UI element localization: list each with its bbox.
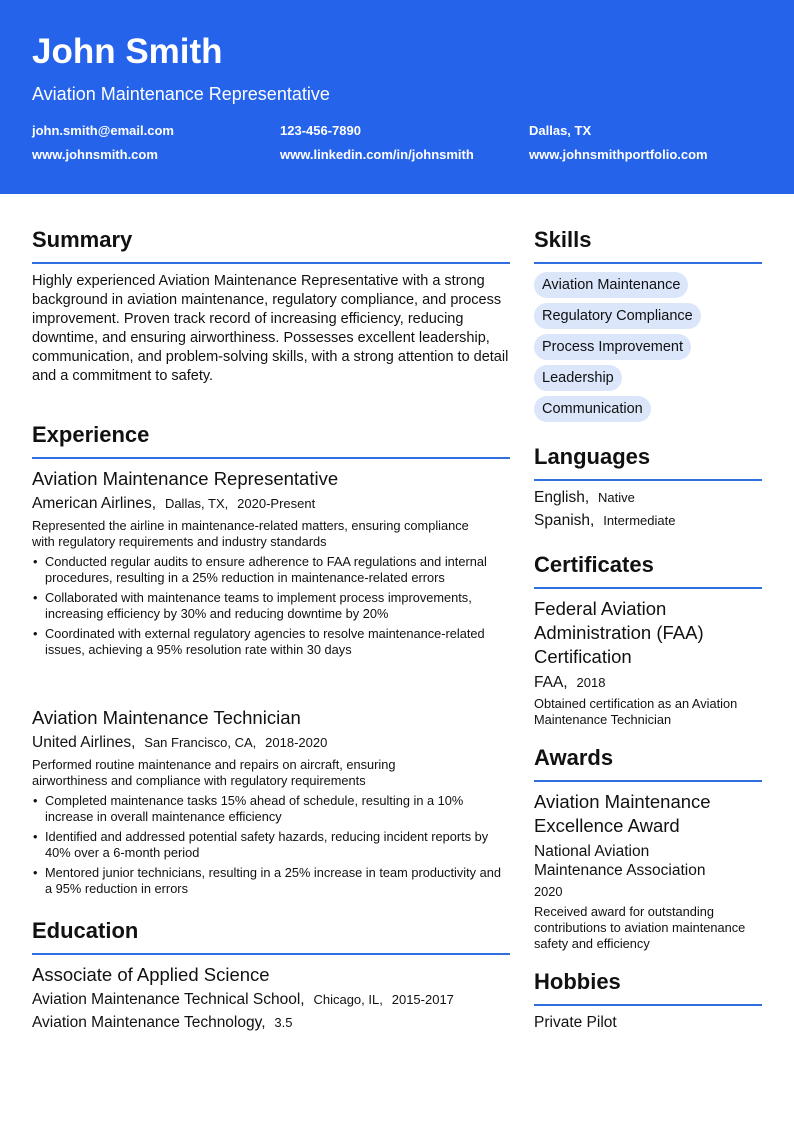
skills-heading: Skills <box>534 227 592 252</box>
hobbies-divider <box>534 1004 762 1006</box>
resume-header <box>0 0 794 194</box>
contact-email[interactable]: john.smith@email.com <box>32 123 174 138</box>
certificate-title: Federal Aviation Administration (FAA) Certification <box>534 598 704 667</box>
skill-chip: Process Improvement <box>534 334 691 360</box>
experience-divider <box>32 457 510 459</box>
education-dates: 2015-2017 <box>391 992 454 1007</box>
hobbies-heading: Hobbies <box>534 969 621 994</box>
skills-divider <box>534 262 762 264</box>
language-level: Native <box>598 490 635 505</box>
certificate-year: 2018 <box>576 675 606 690</box>
job-bullet: • Identified and addressed potential safety hazards, reducing incident reports by 40% over a 6-month period <box>32 829 510 861</box>
job-location: San Francisco, CA, <box>144 735 257 750</box>
contact-website[interactable]: www.johnsmith.com <box>32 147 158 162</box>
education-meta <box>32 991 454 1009</box>
education-school: Aviation Maintenance Technical School, <box>32 991 305 1008</box>
education-field: Aviation Maintenance Technology, <box>32 1014 266 1031</box>
education-gpa: 3.5 <box>274 1015 293 1030</box>
job-dates: 2018-2020 <box>265 735 328 750</box>
candidate-name: John Smith <box>32 32 223 71</box>
experience-heading: Experience <box>32 422 150 447</box>
job-description: Represented the airline in maintenance-related matters, ensuring compliance with regulatory requirements and industry standards <box>32 518 469 549</box>
job-meta <box>32 495 315 513</box>
job-bullets <box>32 554 510 662</box>
job-bullet: • Conducted regular audits to ensure adherence to FAA regulations and internal procedures, resulting in a 25% reduction in maintenance-related errors <box>32 554 510 586</box>
job-company: United Airlines, <box>32 734 136 751</box>
job-meta <box>32 734 327 752</box>
certificate-issuer: FAA, <box>534 674 568 691</box>
job-location: Dallas, TX, <box>164 496 229 511</box>
certificate-meta <box>534 674 605 692</box>
education-field-line <box>32 1014 293 1032</box>
awards-divider <box>534 780 762 782</box>
languages-heading: Languages <box>534 444 651 469</box>
skill-chip: Leadership <box>534 365 622 391</box>
award-title: Aviation Maintenance Excellence Award <box>534 791 711 836</box>
contact-portfolio[interactable]: www.johnsmithportfolio.com <box>529 147 708 162</box>
job-bullets <box>32 793 510 901</box>
languages-divider <box>534 479 762 481</box>
award-year: 2020 <box>534 884 563 899</box>
hobby-item <box>534 1014 617 1032</box>
skill-chip: Regulatory Compliance <box>534 303 701 329</box>
contact-phone[interactable]: 123-456-7890 <box>280 123 361 138</box>
job-dates: 2020-Present <box>237 496 316 511</box>
awards-heading: Awards <box>534 745 614 770</box>
language-level: Intermediate <box>603 513 676 528</box>
job-title: Aviation Maintenance Representative <box>32 468 339 489</box>
contact-location: Dallas, TX <box>529 123 592 138</box>
language-item <box>534 489 635 507</box>
contact-linkedin[interactable]: www.linkedin.com/in/johnsmith <box>280 147 474 162</box>
job-bullet: • Mentored junior technicians, resulting in a 25% increase in team productivity and a 95% reduction in errors <box>32 865 510 897</box>
job-company: American Airlines, <box>32 495 157 512</box>
education-location: Chicago, IL, <box>313 992 383 1007</box>
job-bullet: • Coordinated with external regulatory agencies to resolve maintenance-related issues, achieving a 95% resolution rate within 30 days <box>32 626 510 658</box>
candidate-title: Aviation Maintenance Representative <box>32 84 330 104</box>
summary-divider <box>32 262 510 264</box>
language-item <box>534 512 675 530</box>
skill-chip: Aviation Maintenance <box>534 272 688 298</box>
certificates-heading: Certificates <box>534 552 654 577</box>
summary-text: Highly experienced Aviation Maintenance Representative with a strong background in aviation maintenance, regulatory compliance, and process improvement. Proven track record of increasing efficiency, reducing downtime, and ensuring airworthiness. Possesses excellent leadership, communication, and problem-solving skills, with a strong attention to detail and a commitment to safety. <box>32 273 509 384</box>
award-description: Received award for outstanding contributions to aviation maintenance safety and efficiency <box>534 904 746 951</box>
language-name: English, <box>534 489 590 506</box>
education-degree: Associate of Applied Science <box>32 964 270 985</box>
job-title: Aviation Maintenance Technician <box>32 707 301 728</box>
job-description: Performed routine maintenance and repairs on aircraft, ensuring airworthiness and compliance with regulatory requirements <box>32 757 396 788</box>
education-divider <box>32 953 510 955</box>
education-heading: Education <box>32 918 139 943</box>
language-name: Spanish, <box>534 512 595 529</box>
summary-heading: Summary <box>32 227 133 252</box>
job-bullet: • Completed maintenance tasks 15% ahead of schedule, resulting in a 10% increase in overall maintenance efficiency <box>32 793 510 825</box>
award-issuer: National Aviation Maintenance Association <box>534 843 706 879</box>
job-bullet: • Collaborated with maintenance teams to implement process improvements, increasing efficiency by 30% and reducing downtime by 20% <box>32 590 510 622</box>
certificates-divider <box>534 587 762 589</box>
skill-chip: Communication <box>534 396 651 422</box>
certificate-description: Obtained certification as an Aviation Maintenance Technician <box>534 696 738 727</box>
hobby-name: Private Pilot <box>534 1014 617 1031</box>
